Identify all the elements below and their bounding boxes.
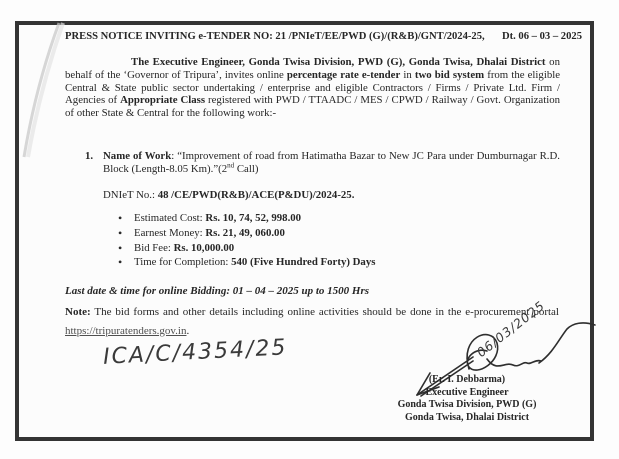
signatory-block [342, 374, 592, 424]
handwritten-ref-number: ICA/C/4354/25 [102, 335, 289, 370]
bullet-value: Rs. 10, 74, 52, 998.00 [205, 212, 302, 224]
scan-fold-artifact [19, 21, 67, 161]
bullet-label: Estimated Cost: [134, 212, 206, 224]
bullet-label: Earnest Money: [134, 226, 206, 239]
bullet-bid-fee [118, 241, 550, 256]
work-item-desc-tail: Call) [234, 163, 259, 175]
notice-page [15, 21, 594, 441]
signatory-division: Gonda Twisa Division, PWD (G) [397, 399, 537, 411]
work-item-label: Name of Work [103, 150, 172, 162]
bullet-value: Rs. 21, 49, 060.00 [205, 226, 285, 239]
intro-seg3: from the eligible Central & State public sector undertaking / enterprise and eligible Contractors / Firms / Private Ltd. Firm / Agencies of [65, 68, 561, 107]
intro-bold2: two bid system [414, 68, 485, 81]
notice-date: Dt. 06 – 03 – 2025 [501, 31, 582, 42]
intro-bold3: Appropriate Class [120, 94, 206, 107]
intro-lead: The Executive Engineer, Gonda Twisa Division, PWD (G), Gonda Twisa, Dhalai District [131, 56, 546, 68]
bullet-value: 540 (Five Hundred Forty) Days [231, 256, 376, 269]
dniet-line [103, 189, 354, 201]
intro-paragraph [65, 56, 560, 120]
signatory-title: Executive Engineer [425, 386, 509, 398]
note-label: Note: [65, 306, 91, 318]
note-text: The bid forms and other details including online activities should be done in the e-procurement portal [90, 306, 559, 318]
bullet-completion-time [118, 255, 550, 270]
bidding-deadline-line: Last date & time for online Bidding: 01 – 04 – 2025 up to 1500 Hrs [65, 285, 370, 297]
work-item [85, 150, 560, 176]
work-item-desc: : “Improvement of road from Hatimatha Bazar to New JC Para under Dumburnagar R.D. Block (Length-8.05 Km).”(2 [103, 150, 561, 175]
bullet-value: Rs. 10,000.00 [173, 241, 235, 254]
dniet-value: 48 /CE/PWD(R&B)/ACE(P&DU)/2024-25. [157, 189, 355, 201]
notice-header [65, 30, 582, 43]
handwritten-signature-date: 06/03/2025 [473, 297, 548, 360]
bullet-earnest-money [118, 226, 550, 241]
bullet-label: Bid Fee: [134, 241, 174, 254]
bullet-estimated-cost [118, 211, 550, 226]
work-item-text [103, 150, 560, 176]
work-item-sup: nd [227, 161, 235, 170]
intro-bold1: percentage rate e-tender [286, 68, 401, 81]
work-item-number: 1. [85, 150, 94, 162]
intro-seg2: in [400, 68, 415, 81]
tender-details-list [118, 211, 550, 270]
intro-seg1: on behalf of the ‘Governor of Tripura’, invites online [65, 56, 560, 81]
bullet-label: Time for Completion: [134, 256, 232, 269]
signatory-district: Gonda Twisa, Dhalai District [404, 411, 530, 423]
dniet-label: DNIeT No.: [103, 189, 158, 201]
notice-title: PRESS NOTICE INVITING e-TENDER NO: 21 /PNIeT/EE/PWD (G)/(R&B)/GNT/2024-25, [65, 31, 485, 42]
signatory-name: (Er. I. Debbarma) [428, 374, 506, 385]
note-suffix: . [186, 324, 190, 337]
intro-seg4: registered with PWD / TTAADC / MES / CPWD / Railway / Govt. Organization of other State & Central for the following work:- [65, 94, 560, 120]
portal-link[interactable]: https://tripuratenders.gov.in [65, 324, 187, 337]
